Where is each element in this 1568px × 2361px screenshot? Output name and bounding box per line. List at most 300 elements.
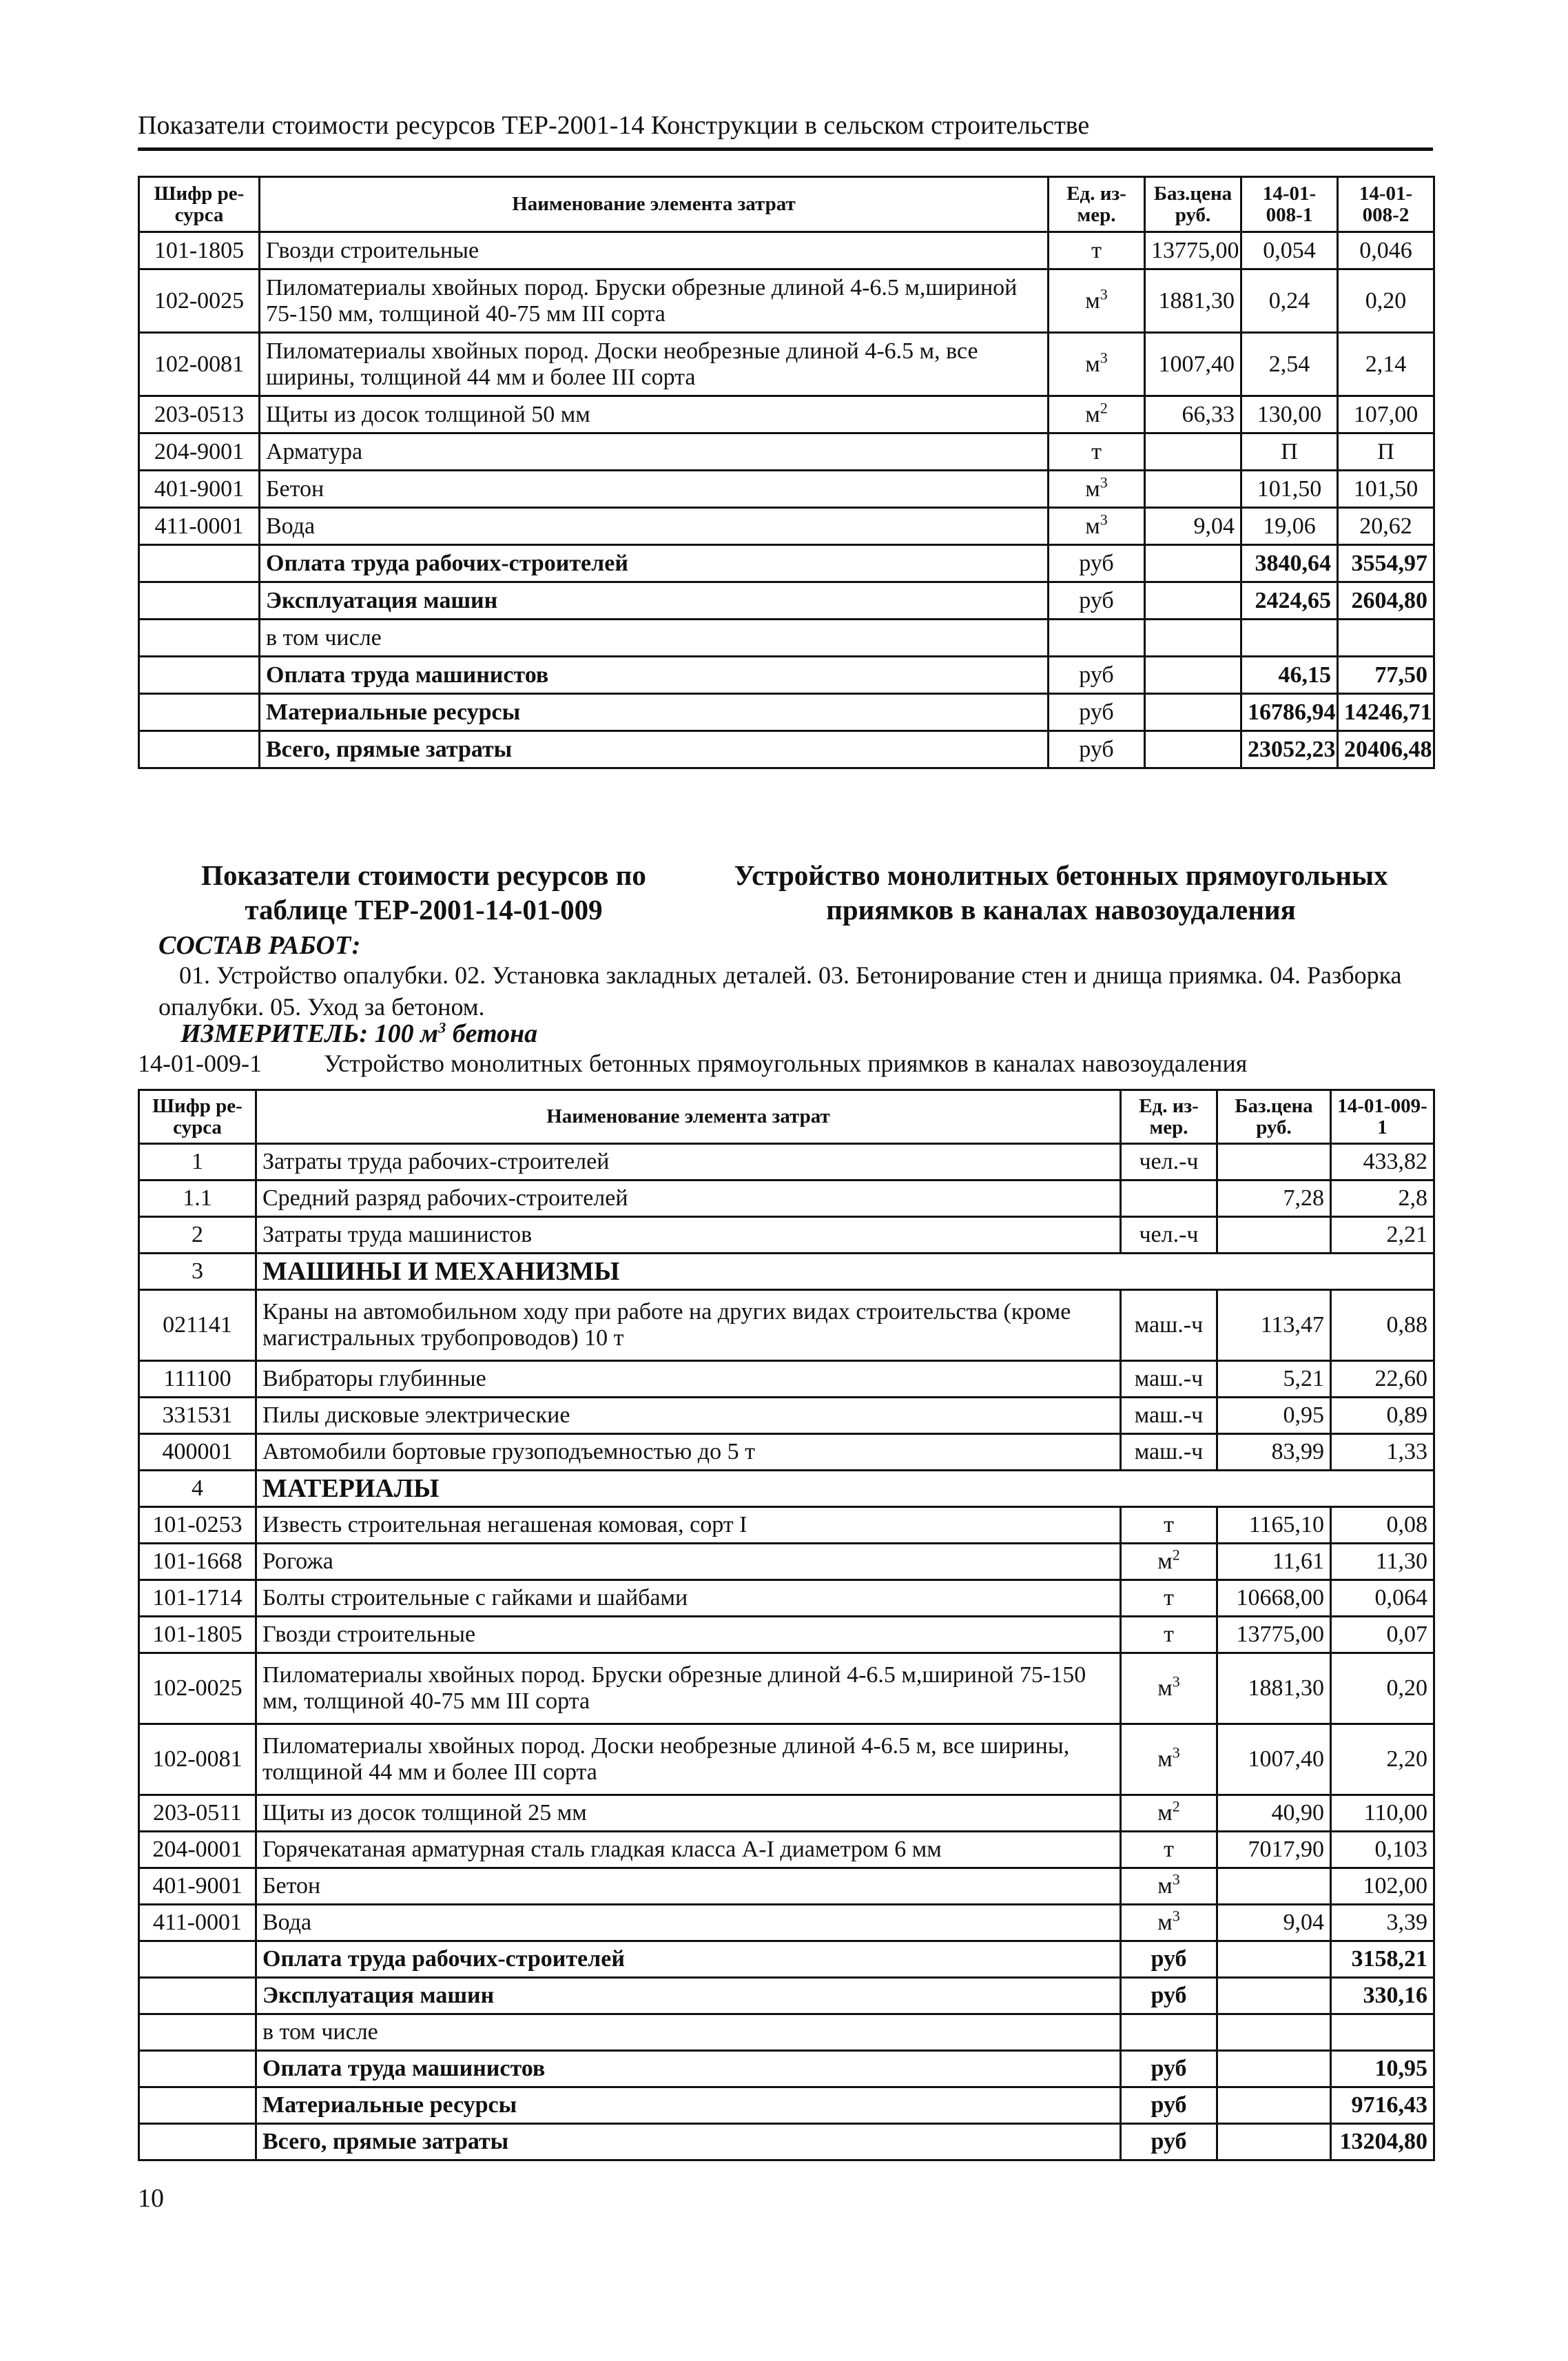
resource-name-text: Пилы дисковые электрические [262, 1402, 570, 1428]
table-row [139, 1507, 1434, 1544]
resource-price [1217, 1653, 1331, 1724]
summary-row [139, 2014, 1434, 2051]
table-row [139, 1217, 1434, 1254]
summary-unit-text: руб [1079, 736, 1114, 762]
value-col-b [1338, 396, 1434, 433]
summary-spacer [139, 731, 260, 768]
summary-price [1145, 731, 1241, 768]
summary-name [260, 582, 1049, 620]
section-name [256, 1254, 1434, 1290]
table-row [139, 1832, 1434, 1868]
resource-code-text: 102-0081 [152, 1746, 243, 1772]
resource-name [256, 1905, 1121, 1941]
value-col-b [1338, 269, 1434, 333]
resource-unit [1121, 1832, 1217, 1868]
value-col-a [1331, 1217, 1434, 1254]
resource-name [260, 269, 1049, 333]
resource-code [139, 1290, 256, 1361]
resource-unit [1121, 1180, 1217, 1217]
summary-col-b [1338, 620, 1434, 657]
resource-name [256, 1653, 1121, 1724]
value-col-a-text: 2,20 [1386, 1746, 1427, 1772]
summary-col-a-text: 16786,94 [1248, 699, 1336, 725]
resource-code-text: 4 [192, 1475, 203, 1501]
summary-name-text: в том числе [262, 2019, 378, 2045]
resource-unit-text: м [1085, 513, 1100, 539]
resource-price-text: 7017,90 [1248, 1837, 1324, 1862]
resource-name [260, 232, 1049, 269]
value-col-a-text: 110,00 [1363, 1800, 1427, 1826]
value-col-b-text: П [1377, 438, 1394, 464]
summary-col-b-text: 77,50 [1374, 662, 1427, 688]
summary-col-a [1331, 2051, 1434, 2087]
table-row [139, 471, 1434, 508]
resource-name-text: Вода [262, 1910, 312, 1935]
summary-spacer [139, 1941, 256, 1978]
resource-unit [1121, 1217, 1217, 1254]
resource-unit [1049, 471, 1145, 508]
resource-name-text: Пиломатериалы хвойных пород. Бруски обрезные длиной 4-6.5 м,шириной 75-150 мм, толщиной 40-75 мм III сорта [262, 1662, 1086, 1714]
resource-unit [1121, 1544, 1217, 1580]
table-row [139, 1144, 1434, 1180]
table-row [139, 1905, 1434, 1941]
resource-name-text: Пиломатериалы хвойных пород. Доски необрезные длиной 4-6.5 м, все ширины, толщиной 44 мм и более III сорта [262, 1733, 1070, 1785]
resource-name-text: Щиты из досок толщиной 25 мм [262, 1800, 587, 1826]
resource-name [256, 1795, 1121, 1832]
summary-unit-text: руб [1079, 699, 1114, 725]
resource-unit-sup: 2 [1100, 399, 1108, 417]
resource-name [256, 1398, 1121, 1434]
resource-code-text: 021141 [163, 1312, 232, 1338]
resource-name-text: Гвозди строительные [262, 1622, 476, 1647]
resource-unit-sup: 3 [1100, 285, 1108, 303]
resource-unit-sup: 3 [1100, 349, 1108, 367]
value-col-a-text: 0,054 [1263, 237, 1316, 263]
resource-unit [1121, 1144, 1217, 1180]
resource-code-text: 101-1805 [154, 237, 245, 263]
value-col-a [1241, 396, 1338, 433]
resource-price-text: 5,21 [1283, 1366, 1324, 1391]
section-name-text: МАШИНЫ И МЕХАНИЗМЫ [262, 1257, 620, 1286]
resource-unit-text: т [1164, 1837, 1174, 1862]
page-number: 10 [138, 2184, 164, 2213]
resource-price-text: 1165,10 [1248, 1512, 1324, 1537]
resource-name-text: Пиломатериалы хвойных пород. Доски необрезные длиной 4-6.5 м, все ширины, толщиной 44 мм и более III сорта [266, 338, 978, 390]
resource-price-text: 40,90 [1271, 1800, 1324, 1826]
resource-price [1217, 1180, 1331, 1217]
resource-code-text: 411-0001 [154, 513, 244, 539]
summary-row [139, 582, 1434, 620]
resource-unit-sup: 3 [1172, 1673, 1180, 1690]
table-row [139, 1724, 1434, 1795]
resource-price-text: 11,61 [1272, 1549, 1324, 1574]
value-col-a [1241, 333, 1338, 396]
value-col-a [1331, 1580, 1434, 1617]
table-row [139, 1180, 1434, 1217]
resource-price [1217, 1795, 1331, 1832]
resource-code [139, 1507, 256, 1544]
subtable-title: Устройство монолитных бетонных прямоугольных приямков в каналах навозоудаления [324, 1050, 1248, 1077]
resource-code [139, 471, 260, 508]
resource-name-text: Щиты из досок толщиной 50 мм [266, 401, 590, 427]
summary-spacer [139, 2014, 256, 2051]
value-col-b-text: 2,14 [1365, 351, 1407, 377]
subtable-code: 14-01-009-1 [138, 1050, 262, 1077]
resource-name [260, 508, 1049, 545]
value-col-a [1331, 1144, 1434, 1180]
resource-unit [1049, 433, 1145, 471]
summary-unit-text: руб [1151, 2056, 1187, 2081]
resource-unit [1049, 396, 1145, 433]
resource-table-009 [138, 1089, 1435, 2161]
resource-code [139, 1795, 256, 1832]
resource-code-text: 102-0025 [154, 287, 245, 314]
resource-unit-text: т [1164, 1512, 1174, 1537]
resource-price-text: 9,04 [1283, 1910, 1324, 1935]
resource-unit-text: маш.-ч [1134, 1402, 1204, 1428]
resource-code [139, 1434, 256, 1471]
resource-name-text: Вибраторы глубинные [262, 1366, 486, 1391]
resource-name [256, 1180, 1121, 1217]
summary-col-a-text: 46,15 [1278, 662, 1331, 688]
value-col-a [1241, 433, 1338, 471]
izmeritel-unit: бетона [446, 1019, 538, 1048]
resource-price [1217, 1905, 1331, 1941]
resource-price [1217, 1398, 1331, 1434]
resource-code-text: 101-1668 [152, 1549, 243, 1574]
header-col-b: 14-01-008-2 [1338, 177, 1434, 232]
resource-price-text: 1007,40 [1158, 351, 1235, 377]
table-row [139, 1290, 1434, 1361]
resource-unit [1121, 1507, 1217, 1544]
summary-unit-text: руб [1151, 2129, 1187, 2154]
resource-unit-text: м [1157, 1746, 1173, 1772]
resource-table-008 [138, 176, 1435, 769]
resource-code-text: 411-0001 [152, 1910, 243, 1935]
resource-code [139, 1617, 256, 1653]
header-price: Баз.цена руб. [1145, 177, 1241, 232]
value-col-a-text: 11,30 [1375, 1549, 1427, 1574]
resource-code-text: 204-0001 [152, 1837, 243, 1862]
summary-col-a [1331, 1978, 1434, 2014]
summary-col-b-text: 14246,71 [1344, 699, 1432, 725]
value-col-b [1338, 508, 1434, 545]
resource-unit [1121, 1724, 1217, 1795]
summary-col-b-text: 3554,97 [1351, 550, 1427, 576]
resource-unit-sup: 3 [1100, 511, 1108, 529]
value-col-a-text: 22,60 [1374, 1366, 1427, 1391]
summary-col-a [1331, 2014, 1434, 2051]
resource-code [139, 1361, 256, 1398]
value-col-a-text: 101,50 [1257, 476, 1322, 502]
table-row [139, 1868, 1434, 1905]
resource-price [1217, 1544, 1331, 1580]
section-title-right: Устройство монолитных бетонных прямоугольных приямков в каналах навозоудаления [734, 859, 1388, 926]
value-col-b-text: 107,00 [1353, 401, 1419, 427]
value-col-a [1331, 1507, 1434, 1544]
resource-unit-text: м [1157, 1910, 1173, 1935]
resource-code [139, 1544, 256, 1580]
resource-name-text: Гвозди строительные [266, 237, 479, 263]
resource-name [260, 333, 1049, 396]
resource-unit-text: м [1085, 476, 1100, 502]
summary-price [1217, 2014, 1331, 2051]
summary-row [139, 1978, 1434, 2014]
value-col-a-text: П [1281, 438, 1298, 464]
resource-price [1145, 471, 1241, 508]
izmeritel-sup: 3 [438, 1019, 446, 1036]
resource-unit [1121, 1580, 1217, 1617]
resource-code [139, 1254, 256, 1290]
resource-price-text: 9,04 [1193, 513, 1235, 539]
summary-unit [1049, 731, 1145, 768]
summary-spacer [139, 2124, 256, 2160]
summary-col-b-text: 2604,80 [1351, 587, 1427, 613]
resource-unit [1121, 1398, 1217, 1434]
header-unit: Ед. из-мер. [1121, 1090, 1217, 1144]
value-col-a-text: 102,00 [1363, 1873, 1427, 1899]
header-unit: Ед. из-мер. [1049, 177, 1145, 232]
resource-unit-text: т [1091, 438, 1102, 464]
resource-price [1217, 1434, 1331, 1471]
resource-code [139, 1580, 256, 1617]
resource-code-text: 401-9001 [152, 1873, 243, 1899]
value-col-a-text: 2,8 [1398, 1185, 1427, 1211]
summary-spacer [139, 582, 260, 620]
summary-name-text: Всего, прямые затраты [262, 2129, 509, 2154]
summary-price [1145, 582, 1241, 620]
summary-name [256, 1978, 1121, 2014]
header-code: Шифр ре-сурса [139, 1090, 256, 1144]
resource-name-text: Бетон [266, 476, 324, 502]
resource-name [256, 1434, 1121, 1471]
sostav-label: СОСТАВ РАБОТ: [158, 931, 361, 960]
value-col-b-text: 0,20 [1365, 287, 1407, 314]
value-col-a-text: 130,00 [1257, 401, 1322, 427]
resource-code [139, 1217, 256, 1254]
summary-spacer [139, 545, 260, 582]
resource-name [256, 1144, 1121, 1180]
section-row [139, 1471, 1434, 1507]
resource-code-text: 1.1 [183, 1185, 212, 1211]
resource-code [139, 433, 260, 471]
value-col-a-text: 0,064 [1374, 1585, 1427, 1611]
header-col-a: 14-01-009-1 [1331, 1090, 1434, 1144]
summary-row [139, 2124, 1434, 2160]
resource-code [139, 1724, 256, 1795]
table-row [139, 1434, 1434, 1471]
value-col-a [1241, 269, 1338, 333]
resource-code [139, 1905, 256, 1941]
value-col-a [1331, 1180, 1434, 1217]
resource-price [1145, 333, 1241, 396]
summary-col-a-text: 13204,80 [1339, 2129, 1427, 2154]
summary-unit-text: руб [1079, 550, 1114, 576]
summary-col-b [1338, 545, 1434, 582]
resource-name [260, 396, 1049, 433]
resource-unit-text: т [1091, 237, 1102, 263]
summary-name-text: в том числе [266, 624, 382, 651]
summary-name-text: Оплата труда машинистов [266, 662, 549, 688]
resource-code [139, 232, 260, 269]
table-row [139, 232, 1434, 269]
summary-col-a-text: 23052,23 [1248, 736, 1336, 762]
resource-unit [1121, 1653, 1217, 1724]
table-row [139, 396, 1434, 433]
resource-unit-sup: 3 [1172, 1744, 1180, 1761]
header-col-a: 14-01-008-1 [1241, 177, 1338, 232]
summary-name-text: Всего, прямые затраты [266, 736, 513, 762]
resource-unit-text: т [1164, 1585, 1174, 1611]
summary-price [1145, 620, 1241, 657]
resource-name [256, 1507, 1121, 1544]
summary-row [139, 657, 1434, 694]
value-col-b-text: 101,50 [1353, 476, 1419, 502]
summary-unit [1121, 1978, 1217, 2014]
resource-code [139, 1144, 256, 1180]
value-col-a-text: 2,54 [1268, 351, 1310, 377]
resource-code-text: 203-0513 [154, 401, 245, 427]
resource-unit-sup: 2 [1172, 1546, 1180, 1564]
resource-code [139, 508, 260, 545]
resource-price-text: 66,33 [1182, 401, 1235, 427]
resource-code-text: 401-9001 [154, 476, 245, 502]
summary-unit [1121, 1941, 1217, 1978]
section-row [139, 1254, 1434, 1290]
summary-price [1145, 545, 1241, 582]
resource-code-text: 203-0511 [152, 1800, 243, 1826]
table-row [139, 1617, 1434, 1653]
resource-name-text: Известь строительная негашеная комовая, сорт I [262, 1512, 747, 1537]
value-col-b [1338, 333, 1434, 396]
summary-unit [1121, 2014, 1217, 2051]
summary-col-b [1338, 694, 1434, 731]
resource-unit-text: чел.-ч [1139, 1149, 1199, 1174]
table-row [139, 1361, 1434, 1398]
summary-col-b-text: 20406,48 [1344, 736, 1432, 762]
table-row [139, 1795, 1434, 1832]
summary-row [139, 620, 1434, 657]
summary-col-a [1331, 2087, 1434, 2124]
summary-col-a-text: 10,95 [1374, 2056, 1427, 2081]
table-row [139, 333, 1434, 396]
resource-code [139, 1180, 256, 1217]
resource-price [1217, 1724, 1331, 1795]
summary-spacer [139, 620, 260, 657]
resource-code-text: 102-0025 [152, 1675, 243, 1701]
resource-name [256, 1832, 1121, 1868]
summary-unit [1049, 545, 1145, 582]
table-row [139, 1398, 1434, 1434]
sostav-text: 01. Устройство опалубки. 02. Установка закладных деталей. 03. Бетонирование стен и днища приямка. 04. Разборка опалубки. 05. Уход за бетоном. [158, 961, 1402, 1021]
resource-price-text: 10668,00 [1236, 1585, 1324, 1611]
summary-name-text: Эксплуатация машин [262, 1983, 495, 2008]
summary-name-text: Материальные ресурсы [266, 699, 521, 725]
resource-name-text: Арматура [266, 438, 363, 464]
summary-col-a-text: 3840,64 [1255, 550, 1331, 576]
summary-price [1217, 1978, 1331, 2014]
summary-col-a [1241, 731, 1338, 768]
resource-price-text: 1007,40 [1248, 1746, 1324, 1772]
value-col-a-text: 0,24 [1268, 287, 1310, 314]
resource-unit [1121, 1868, 1217, 1905]
table-row [139, 1580, 1434, 1617]
resource-unit-text: чел.-ч [1139, 1222, 1199, 1247]
summary-col-a [1331, 1941, 1434, 1978]
resource-unit-text: м [1157, 1800, 1173, 1826]
resource-price-text: 0,95 [1283, 1402, 1324, 1428]
resource-unit-sup: 3 [1172, 1907, 1180, 1925]
summary-spacer [139, 694, 260, 731]
resource-unit-text: м [1085, 401, 1100, 427]
resource-price [1217, 1217, 1331, 1254]
resource-code-text: 101-0253 [152, 1512, 243, 1537]
resource-code [139, 1868, 256, 1905]
summary-unit-text: руб [1151, 2092, 1187, 2118]
summary-price [1217, 2124, 1331, 2160]
resource-name [256, 1361, 1121, 1398]
summary-col-b [1338, 657, 1434, 694]
resource-unit-sup: 3 [1172, 1870, 1180, 1888]
resource-name-text: Пиломатериалы хвойных пород. Бруски обрезные длиной 4-6.5 м,шириной 75-150 мм, толщиной 40-75 мм III сорта [266, 274, 1018, 327]
resource-code-text: 1 [192, 1149, 203, 1174]
summary-unit-text: руб [1151, 1983, 1187, 2008]
resource-code [139, 269, 260, 333]
table-row [139, 1653, 1434, 1724]
value-col-a [1331, 1544, 1434, 1580]
value-col-a-text: 1,33 [1386, 1439, 1427, 1464]
summary-row [139, 2087, 1434, 2124]
resource-name [256, 1217, 1121, 1254]
resource-price [1217, 1507, 1331, 1544]
resource-unit [1121, 1905, 1217, 1941]
resource-unit-text: маш.-ч [1134, 1366, 1204, 1391]
value-col-a-text: 0,88 [1386, 1312, 1427, 1338]
resource-price-text: 1881,30 [1248, 1675, 1324, 1701]
izmeritel-label [180, 1019, 537, 1049]
resource-name [256, 1544, 1121, 1580]
summary-name [260, 620, 1049, 657]
resource-unit [1121, 1290, 1217, 1361]
value-col-a [1241, 508, 1338, 545]
summary-row [139, 731, 1434, 768]
resource-name-text: Горячекатаная арматурная сталь гладкая класса А-I диаметром 6 мм [262, 1837, 942, 1862]
summary-price [1217, 1941, 1331, 1978]
resource-price-text: 83,99 [1271, 1439, 1324, 1464]
table-header-row [139, 177, 1434, 232]
resource-code [139, 1398, 256, 1434]
value-col-b [1338, 433, 1434, 471]
resource-price [1217, 1361, 1331, 1398]
table-header-row [139, 1090, 1434, 1144]
resource-price [1217, 1290, 1331, 1361]
summary-name [256, 2051, 1121, 2087]
section-name [256, 1471, 1434, 1507]
resource-unit-text: м [1157, 1675, 1173, 1701]
value-col-a [1331, 1617, 1434, 1653]
summary-unit [1121, 2124, 1217, 2160]
summary-col-a-text: 3158,21 [1351, 1946, 1427, 1972]
resource-price [1145, 396, 1241, 433]
resource-code-text: 102-0081 [154, 351, 245, 377]
header-price: Баз.цена руб. [1217, 1090, 1331, 1144]
value-col-a [1331, 1832, 1434, 1868]
value-col-a [1241, 232, 1338, 269]
table-row [139, 433, 1434, 471]
resource-unit-sup: 3 [1100, 473, 1108, 491]
summary-unit [1049, 582, 1145, 620]
summary-name-text: Эксплуатация машин [266, 587, 498, 613]
